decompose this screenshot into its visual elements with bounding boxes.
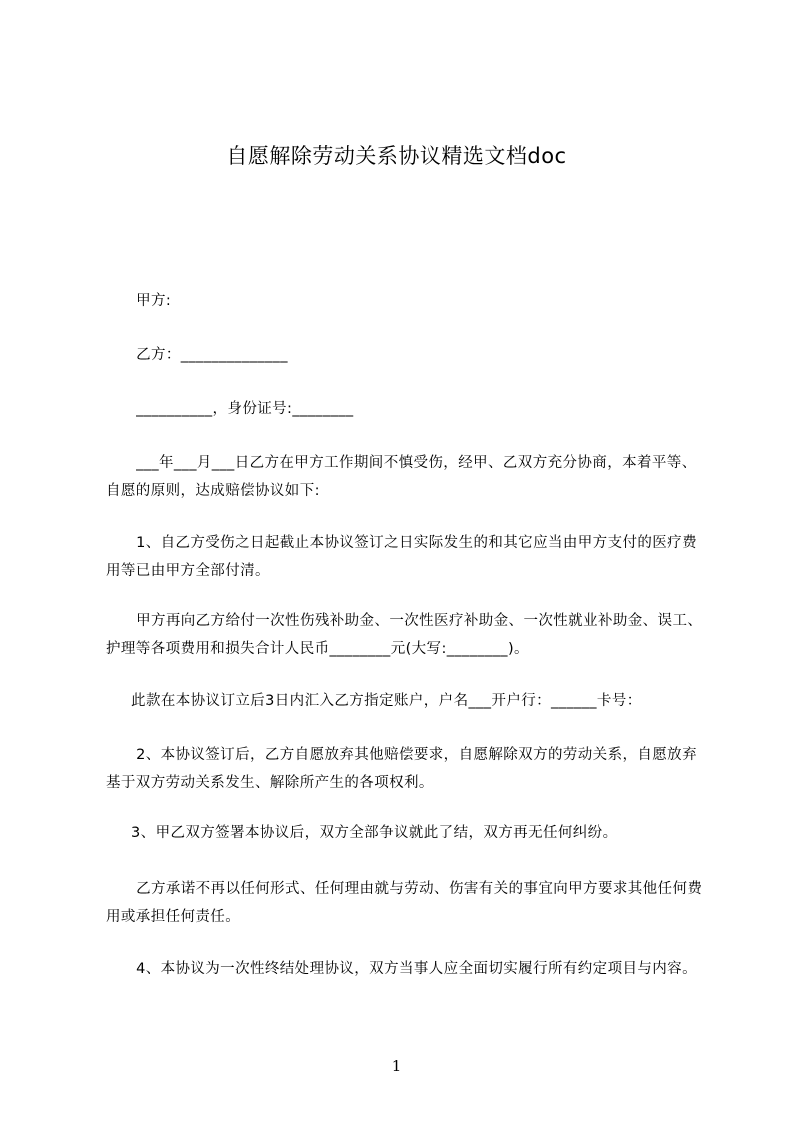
document-title: 自愿解除劳动关系协议精选文档doc bbox=[226, 144, 567, 168]
payment-paragraph: 此款在本协议订立后3日内汇入乙方指定账户，户名___开户行：______卡号： bbox=[106, 693, 642, 709]
clause-2-paragraph: 2、本协议签订后，乙方自愿放弃其他赔偿要求，自愿解除双方的劳动关系，自愿放弃基于双方劳动关系发生、解除所产生的各项权利。 bbox=[106, 747, 697, 791]
party-a-line: 甲方: bbox=[106, 293, 172, 309]
compensation-paragraph: 甲方再向乙方给付一次性伤残补助金、一次性医疗补助金、一次性就业补助金、误工、护理等各项费用和损失合计人民币________元(大写:________)。 bbox=[106, 613, 703, 657]
party-b-line: 乙方：______________ bbox=[106, 347, 288, 363]
page-number: 1 bbox=[391, 1057, 402, 1075]
id-number-line: __________，身份证号:________ bbox=[106, 401, 354, 417]
injury-paragraph: ___年___月___日乙方在甲方工作期间不慎受伤，经甲、乙双方充分协商，本着平等、自愿的原则，达成赔偿协议如下: bbox=[106, 455, 697, 499]
clause-4-paragraph: 4、本协议为一次性终结处理协议，双方当事人应全面切实履行所有约定项目与内容。 bbox=[106, 961, 697, 977]
commitment-paragraph: 乙方承诺不再以任何形式、任何理由就与劳动、伤害有关的事宜向甲方要求其他任何费用或承担任何责任。 bbox=[106, 881, 703, 925]
clause-1-paragraph: 1、自乙方受伤之日起截止本协议签订之日实际发生的和其它应当由甲方支付的医疗费用等已由甲方全部付清。 bbox=[106, 535, 697, 579]
clause-3-paragraph: 3、甲乙双方签署本协议后，双方全部争议就此了结，双方再无任何纠纷。 bbox=[106, 825, 618, 841]
